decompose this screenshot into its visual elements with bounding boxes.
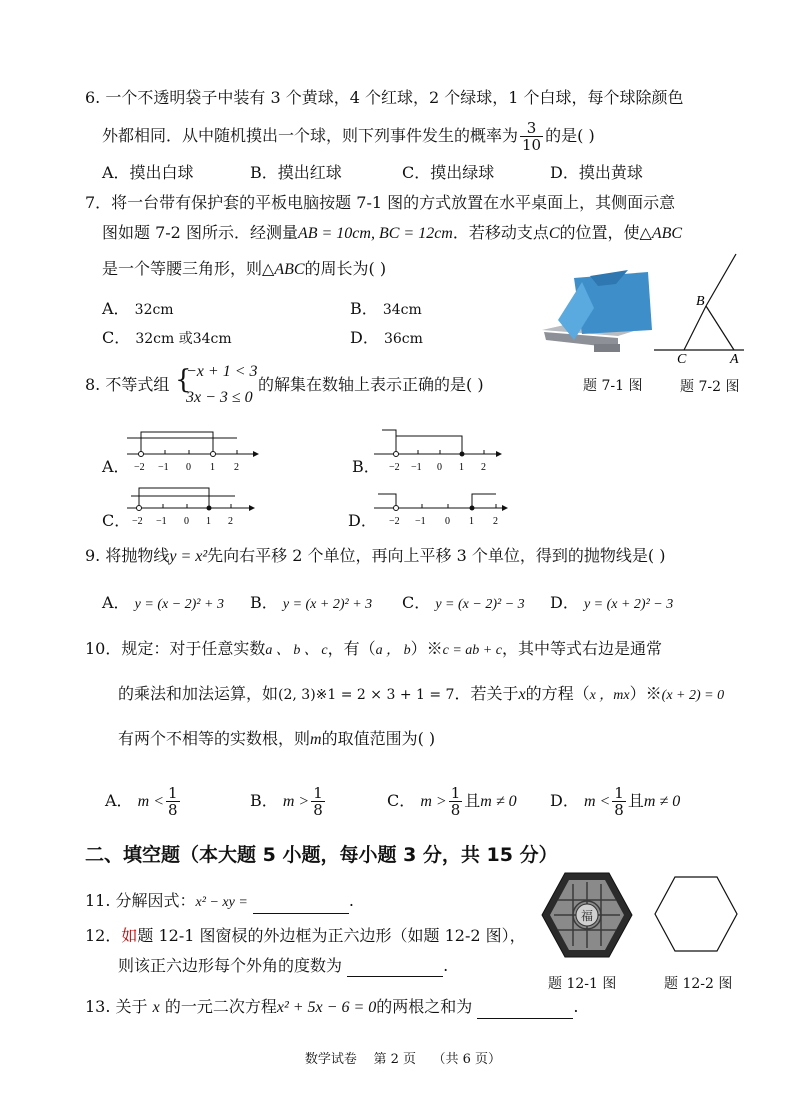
q6-frac-num: 3 [520, 120, 543, 137]
numberline-a-tick-2: 2 [234, 462, 239, 473]
q13-equation: x² + 5x − 6 = 0 [276, 999, 377, 1016]
q10-line2-mid2: 的方程（ [525, 684, 590, 703]
numberline-c-tick-m2: −2 [132, 516, 143, 527]
q10-option-b-den: 8 [313, 801, 323, 819]
q7-option-c-value: 32cm 或34cm [135, 331, 232, 347]
q13-x: x [152, 999, 160, 1016]
fig12-1-caption: 题 12-1 图 [548, 976, 617, 992]
label-a: A [730, 352, 739, 367]
q8-ineq2: 3x − 3 ≤ 0 [186, 389, 253, 406]
triangle-figure [648, 250, 748, 370]
q13-mid: 的一元二次方程 [164, 997, 277, 1016]
q10-line2-mid: ．若关于 [454, 684, 519, 703]
numberline-c-axis [127, 504, 255, 511]
numberline-d-tick-0: 0 [445, 516, 450, 527]
q9-stem [85, 545, 665, 568]
q7-line1: 7．将一台带有保护套的平板电脑按题 7-1 图的方式放置在水平桌面上，其侧面示意 [85, 193, 676, 212]
numberline-c-tick-2: 2 [228, 516, 233, 527]
numberline-b-tick-2: 2 [481, 462, 486, 473]
q10-option-c [387, 785, 517, 818]
tablet-photo [538, 268, 658, 363]
segment-cb [684, 306, 706, 350]
q12-red-char: 如 [121, 926, 138, 945]
q7-point-c: C [548, 225, 560, 242]
lattice-window-photo [540, 870, 634, 960]
label-c: C [677, 352, 687, 367]
numberline-c-tick-1: 1 [206, 516, 211, 527]
q9-option-a-value: y = (x − 2)² + 3 [134, 597, 224, 612]
numberline-b-tick-1: 1 [459, 462, 464, 473]
q10-option-c-num: 1 [450, 784, 461, 802]
q7-option-a-letter: A． [102, 299, 130, 318]
q8-option-a-letter: A． [102, 457, 130, 476]
numberline-d-tick-m1: −1 [415, 516, 426, 527]
numberline-b-closed-dot [460, 452, 465, 457]
numberline-b-range-left [382, 430, 396, 454]
q9-option-c [402, 592, 525, 616]
q12-post: . [443, 956, 449, 975]
q9-option-d [550, 592, 673, 616]
q9-option-a [102, 592, 224, 616]
q8-ineq1: −x + 1 < 3 [186, 363, 258, 380]
q11-post: . [348, 891, 354, 910]
q7-line3-post: 的周长为 [304, 259, 369, 278]
q7-answer-paren: ( ) [368, 259, 387, 278]
q13-answer-blank[interactable] [477, 1000, 573, 1019]
q10-option-d-den: 8 [614, 801, 624, 819]
q10-equation: (x + 2) = 0 [661, 688, 725, 703]
q10-x: x [518, 686, 526, 703]
q6-fraction [520, 120, 543, 153]
q7-option-a [102, 298, 174, 321]
q8-suffix [258, 374, 484, 396]
q10-option-a-letter: A． [105, 791, 133, 810]
hexagon-figure [652, 874, 740, 954]
q6-option-a: A．摸出白球 [102, 163, 194, 182]
numberline-d-tick-2: 2 [493, 516, 498, 527]
q8-option-b-letter: B． [352, 457, 380, 476]
q6-frac-den: 10 [522, 136, 542, 154]
q9-answer-paren: ( ) [647, 546, 666, 565]
numberline-b-tick-0: 0 [437, 462, 442, 473]
q10-line1-mid2: ）※ [410, 639, 443, 658]
ray-extension [706, 254, 736, 306]
numberline-c-tick-0: 0 [184, 516, 189, 527]
q10-line3 [118, 728, 435, 751]
numberline-a-range-upper [141, 432, 213, 454]
q10-option-a-frac [166, 785, 180, 818]
numberline-a-open-dot [139, 452, 144, 457]
numberline-c [125, 484, 260, 530]
numberline-a-tick-1: 1 [210, 462, 215, 473]
numberline-a-tick-0: 0 [186, 462, 191, 473]
q10-option-d [550, 785, 680, 818]
numberline-d-closed-dot [470, 506, 475, 511]
q10-example: (2, 3)※1 = 2 × 3 + 1 = 7 [278, 687, 455, 703]
numberline-d-tick-1: 1 [469, 516, 474, 527]
q10-line1 [85, 638, 662, 662]
q7-option-c-letter: C． [102, 328, 131, 347]
segment-ab [706, 306, 734, 350]
fig7-2-caption: 题 7-2 图 [680, 379, 740, 395]
q8-option-d-letter: D． [348, 511, 377, 530]
q10-option-c-den: 8 [450, 801, 461, 819]
q10-option-c-and: 且 [464, 791, 481, 810]
q13 [85, 996, 578, 1019]
q10-line3-pre: 有两个不相等的实数根，则 [118, 729, 311, 748]
numberline-a-tick-m1: −1 [158, 462, 169, 473]
q7-option-d-letter: D． [350, 328, 379, 347]
q6-line2-pre: 外都相同．从中随机摸出一个球，则下列事件发生的概率为 [102, 126, 519, 145]
q10-option-a-den: 8 [168, 801, 178, 819]
numberline-d-range-left [378, 494, 396, 508]
q7-line2 [102, 222, 682, 245]
q8-suffix-text: 的解集在数轴上表示正确的是 [258, 375, 467, 394]
q10-option-c-rel: m > [420, 793, 447, 810]
q10-line1-post: ，其中等式右边是通常 [501, 639, 662, 658]
q10-option-b-rel: m > [282, 793, 310, 810]
q10-option-b-letter: B． [250, 791, 278, 810]
q10-option-d-rel: m < [583, 793, 611, 810]
q7-option-b-value: 34cm [382, 302, 422, 318]
q12-line2 [118, 955, 448, 977]
q11-answer-blank[interactable] [253, 895, 349, 914]
fig12-2-caption: 题 12-2 图 [664, 976, 733, 992]
q8-answer-paren: ( ) [466, 375, 484, 394]
q10-option-d-num: 1 [614, 784, 624, 802]
q11-pre: 11. 分解因式： [85, 891, 196, 910]
q10-xmx: x ，mx [589, 688, 630, 703]
q6-answer-paren: ( ) [577, 126, 595, 145]
fig7-1-caption: 题 7-1 图 [583, 378, 643, 394]
q7-line3-pre: 是一个等腰三角形，则△ [102, 259, 275, 278]
q7-line2-pre: 图如题 7-2 图所示．经测量 [102, 223, 298, 242]
section-2-title: 二、填空题（本大题 5 小题，每小题 3 分，共 15 分） [85, 844, 558, 866]
q10-line1-pre: 10．规定：对于任意实数 [85, 639, 266, 658]
q12-line1-post: 题 12-1 图窗棂的外边框为正六边形（如题 12-2 图）， [137, 926, 526, 945]
q7-option-b [350, 298, 422, 321]
q7-triangle-abc-2: ABC [274, 261, 305, 278]
numberline-c-closed-dot [207, 506, 212, 511]
q12-answer-blank[interactable] [347, 958, 443, 977]
numberline-d-tick-m2: −2 [389, 516, 400, 527]
numberline-a [125, 428, 260, 476]
q6-line1: 6. 一个不透明袋子中装有 3 个黄球，4 个红球，2 个绿球，1 个白球，每个球除颜色 [85, 88, 684, 107]
numberline-b-tick-m1: −1 [411, 462, 422, 473]
q9-option-b-letter: B． [250, 593, 278, 612]
q10-option-a [105, 785, 182, 818]
q8-brace: { [175, 365, 192, 395]
q9-option-a-letter: A． [102, 593, 130, 612]
q10-m: m [310, 731, 322, 748]
q6-option-d: D．摸出黄球 [550, 163, 643, 182]
numberline-b [372, 426, 507, 476]
q12-line2-text: 则该正六边形每个外角的度数为 [118, 956, 343, 975]
q10-definition: c = ab + c [442, 643, 502, 658]
numberline-b-tick-m2: −2 [389, 462, 400, 473]
q8-option-c-letter: C． [102, 511, 131, 530]
q10-line2 [118, 683, 724, 707]
q9-option-c-value: y = (x − 2)² − 3 [435, 597, 525, 612]
q7-line2-mid: ．若移动支点 [452, 223, 549, 242]
q10-answer-paren: ( ) [417, 729, 436, 748]
numberline-d-open-dot [394, 506, 399, 511]
q9-option-d-value: y = (x + 2)² − 3 [583, 597, 674, 612]
q10-option-b [250, 785, 327, 818]
q10-option-d-tail: m ≠ 0 [643, 793, 681, 810]
q10-line3-post: 的取值范围为 [321, 729, 418, 748]
q10-line1-mid: ，有（ [327, 639, 376, 658]
q9-parabola: y = x² [169, 548, 208, 565]
q10-option-a-num: 1 [168, 784, 178, 802]
q10-option-d-letter: D． [550, 791, 579, 810]
q12-line1-pre: 12． [85, 926, 122, 945]
q11-expression: x² − xy = [195, 895, 248, 910]
q7-option-c [102, 327, 232, 350]
q7-option-d-value: 36cm [383, 331, 423, 347]
q10-option-b-frac [311, 785, 325, 818]
q10-ab: a ， b [375, 643, 411, 658]
q10-option-a-rel: m < [137, 793, 165, 810]
q10-vars: a 、 b 、 c [265, 643, 328, 658]
q7-line3 [102, 258, 386, 281]
tablet-stand-foot [594, 344, 620, 352]
numberline-a-open-dot-2 [211, 452, 216, 457]
q7-option-a-value: 32cm [134, 302, 174, 318]
q10-option-c-letter: C． [387, 791, 416, 810]
q6-line2 [102, 120, 595, 153]
q7-option-b-letter: B． [350, 299, 378, 318]
q7-line2-post: 的位置，使△ [559, 223, 652, 242]
numberline-c-open-dot [137, 506, 142, 511]
page-footer: 数学试卷 第 2 页 （共 6 页） [304, 1052, 502, 1067]
q11 [85, 890, 354, 914]
q9-option-b [250, 592, 372, 616]
q13-pre: 13. 关于 [85, 997, 148, 1016]
q12-line1 [85, 925, 526, 947]
numberline-d-range-right [472, 494, 496, 508]
label-b: B [696, 294, 705, 309]
q6-option-b: B．摸出红球 [250, 163, 342, 182]
q10-line2-mid3: ）※ [629, 684, 662, 703]
numberline-c-tick-m1: −1 [156, 516, 167, 527]
q10-option-d-frac [612, 785, 626, 818]
numberline-c-range-upper [139, 488, 209, 508]
q9-pre: 9. 将抛物线 [85, 546, 170, 565]
numberline-b-open-dot [394, 452, 399, 457]
q10-option-b-num: 1 [313, 784, 323, 802]
q9-option-d-letter: D． [550, 593, 579, 612]
q7-triangle-abc: ABC [651, 225, 683, 242]
q13-end: . [573, 997, 579, 1016]
q6-option-c: C．摸出绿球 [402, 163, 495, 182]
q10-option-c-tail: m ≠ 0 [480, 793, 517, 810]
q10-option-d-and: 且 [627, 791, 644, 810]
q9-option-b-value: y = (x + 2)² + 3 [282, 597, 373, 612]
q7-measure: AB = 10cm, BC = 12cm [297, 225, 453, 242]
numberline-a-tick-m2: −2 [134, 462, 145, 473]
q9-option-c-letter: C． [402, 593, 431, 612]
q9-post: 先向右平移 2 个单位，再向上平移 3 个单位，得到的抛物线是 [207, 546, 648, 565]
q10-option-c-frac [449, 785, 463, 818]
numberline-a-axis [127, 450, 259, 457]
q10-line2-pre: 的乘法和加法运算，如 [118, 684, 279, 703]
lattice-fu-character: 福 [580, 909, 594, 923]
q13-post: 的两根之和为 [376, 997, 473, 1016]
q6-line2-post: 的是 [545, 126, 578, 145]
hexagon-outline [655, 877, 737, 951]
q8-prefix: 8. 不等式组 [85, 375, 170, 394]
numberline-d [372, 484, 512, 530]
numberline-b-range-right [396, 436, 462, 454]
q7-option-d [350, 327, 423, 350]
